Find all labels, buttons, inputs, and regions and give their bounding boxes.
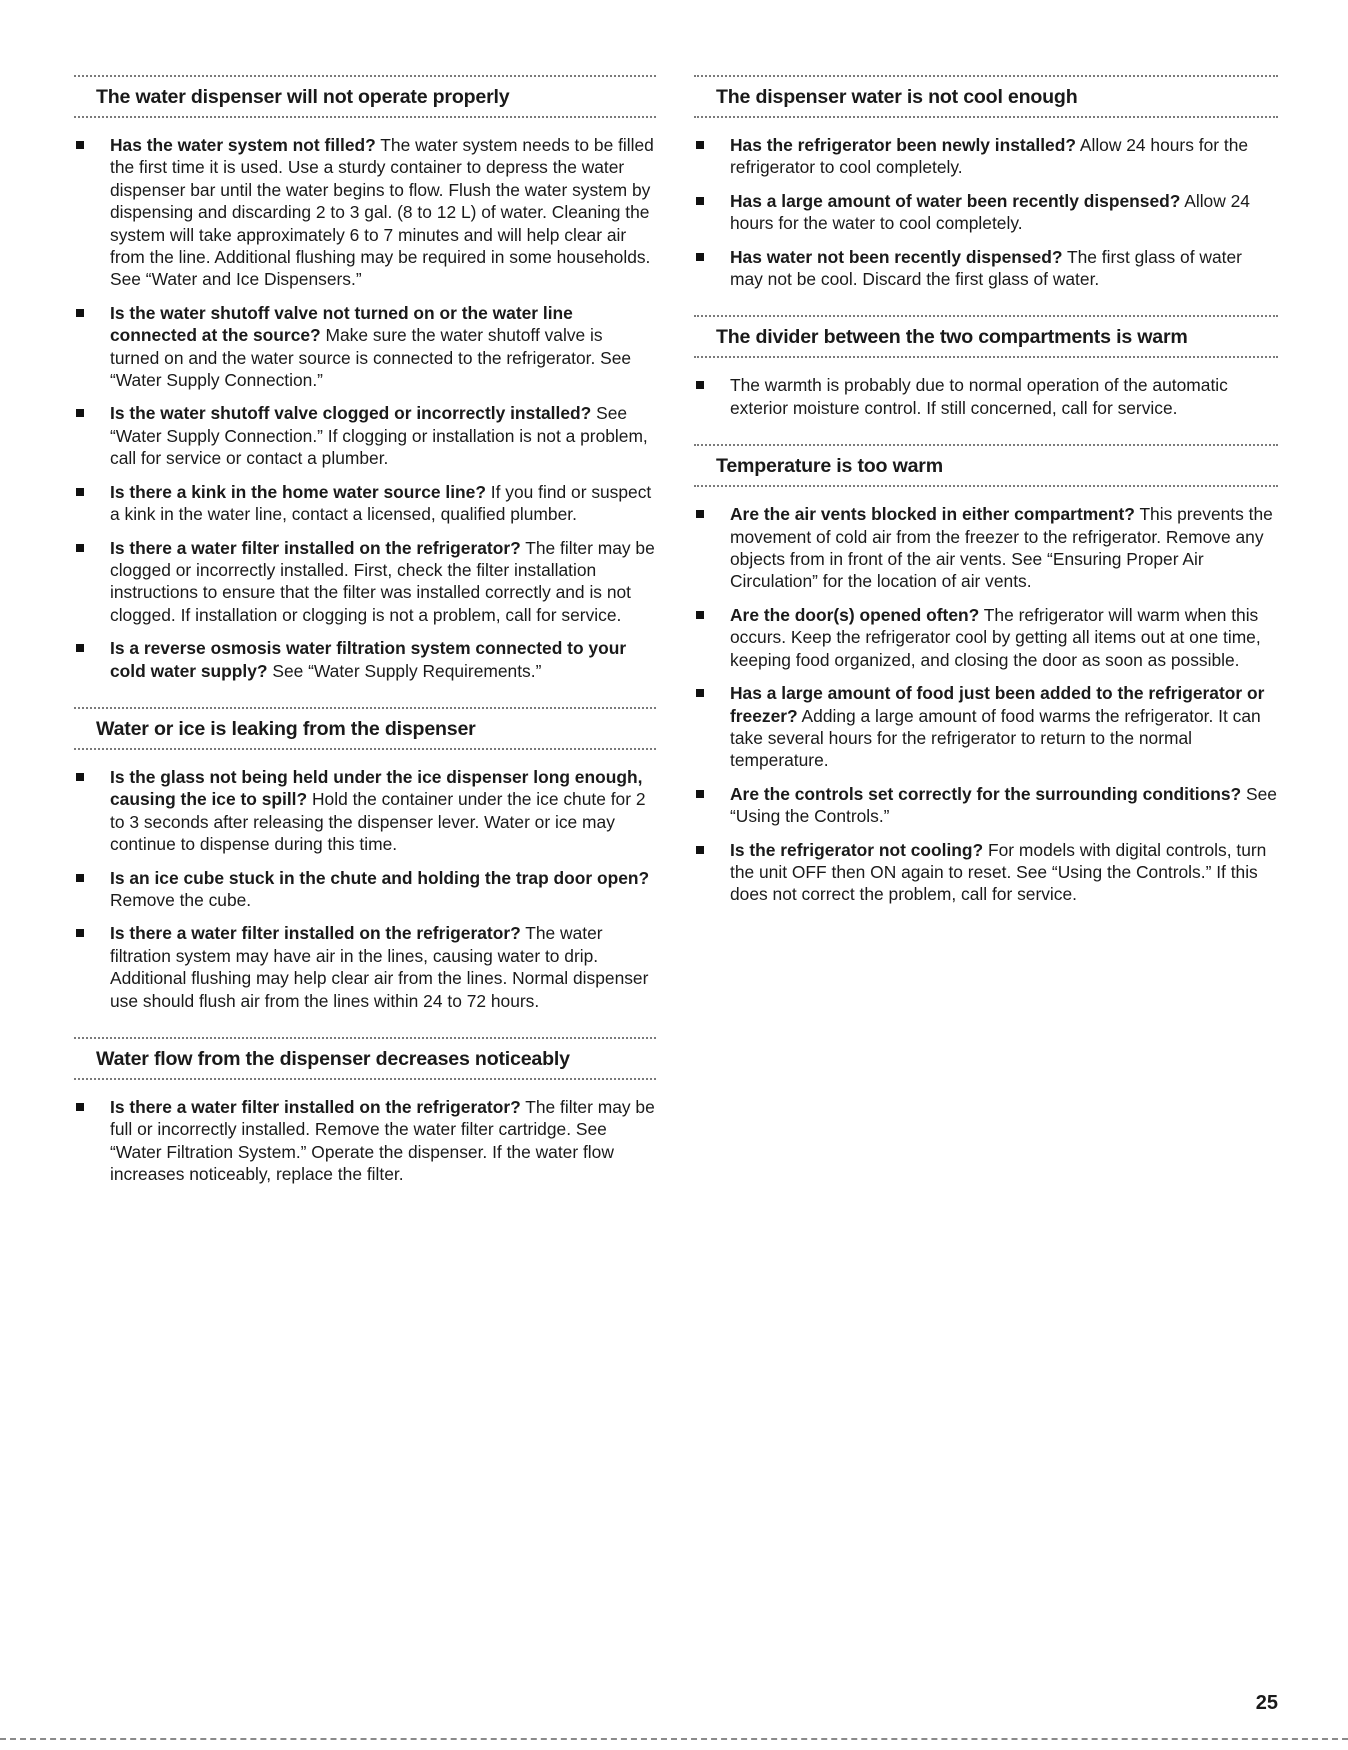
- section-heading: The divider between the two compartments is warm: [694, 315, 1278, 358]
- question-text: Are the controls set correctly for the surrounding conditions?: [730, 783, 1242, 804]
- list-item: [74, 481, 656, 526]
- troubleshooting-section: [694, 315, 1278, 419]
- answer-text: Hold the container under the ice chute for 2 to 3 seconds after releasing the dispenser lever. Water or ice may continue to dispense during this time.: [110, 789, 646, 855]
- list-item: [74, 637, 656, 682]
- bullet-square-icon: [696, 846, 704, 854]
- section-heading: Water or ice is leaking from the dispenser: [74, 707, 656, 750]
- troubleshooting-section: [74, 707, 656, 1012]
- question-text: Is the water shutoff valve not turned on or the water line connected at the source?: [110, 302, 573, 346]
- right-column: [694, 75, 1278, 931]
- section-heading: Temperature is too warm: [694, 444, 1278, 487]
- list-item: [694, 246, 1278, 291]
- bullet-square-icon: [696, 197, 704, 205]
- troubleshooting-section: [74, 75, 656, 682]
- list-item: [694, 374, 1278, 419]
- answer-text: This prevents the movement of cold air from the freezer to the refrigerator. Remove any objects from in front of the air vents. See “Ensuring Proper Air Circulation” for the location of air vents.: [730, 504, 1273, 592]
- left-column: [74, 75, 656, 1211]
- question-text: Is there a water filter installed on the refrigerator?: [110, 923, 521, 944]
- section-heading: The water dispenser will not operate properly: [74, 75, 656, 118]
- answer-text: Allow 24 hours for the water to cool completely.: [730, 190, 1250, 234]
- bullet-square-icon: [696, 381, 704, 389]
- bullet-square-icon: [76, 488, 84, 496]
- answer-text: See “Water Supply Connection.” If clogging or installation is not a problem, call for service or contact a plumber.: [110, 403, 648, 469]
- question-text: Has a large amount of food just been added to the refrigerator or freezer?: [730, 683, 1265, 726]
- answer-text: Adding a large amount of food warms the refrigerator. It can take several hours for the refrigerator to return to the normal temperature.: [730, 705, 1261, 771]
- list-item: [74, 766, 656, 856]
- section-heading: The dispenser water is not cool enough: [694, 75, 1278, 118]
- list-item: [74, 922, 656, 1012]
- section-heading: Water flow from the dispenser decreases noticeably: [74, 1037, 656, 1080]
- list-item: [74, 1096, 656, 1186]
- question-text: Has the water system not filled?: [110, 135, 376, 155]
- list-item: [694, 134, 1278, 179]
- answer-text: The water system needs to be filled the first time it is used. Use a sturdy container to depress the water dispenser bar until the water begins to flow. Flush the water system by dispensing and discarding 2 to 3 gal. (8 to 12 L) of water. Cleaning the system will take approximately 6 to 7 minutes and will help clear air from the line. Additional flushing may be required in some households. See “Water and Ice Dispensers.”: [110, 135, 654, 290]
- answer-text: The refrigerator will warm when this occurs. Keep the refrigerator cool by getting all items out at one time, keeping food organized, and closing the door as soon as possible.: [730, 604, 1261, 670]
- list-item: [694, 682, 1278, 772]
- question-text: Is there a kink in the home water source line?: [110, 481, 486, 502]
- troubleshooting-section: [74, 1037, 656, 1186]
- question-text: Has water not been recently dispensed?: [730, 246, 1063, 267]
- question-text: Is there a water filter installed on the refrigerator?: [110, 537, 521, 558]
- bullet-square-icon: [76, 409, 84, 417]
- question-text: Is the glass not being held under the ice dispenser long enough, causing the ice to spill?: [110, 766, 643, 810]
- answer-text: Make sure the water shutoff valve is turned on and the water source is connected to the refrigerator. See “Water Supply Connection.”: [110, 325, 632, 391]
- answer-text: Remove the cube.: [110, 889, 252, 910]
- bullet-square-icon: [696, 689, 704, 697]
- list-item: [694, 190, 1278, 235]
- bullet-square-icon: [696, 790, 704, 798]
- question-text: Are the air vents blocked in either compartment?: [730, 504, 1135, 525]
- question-text: Has a large amount of water been recently dispensed?: [730, 190, 1181, 211]
- question-text: Is an ice cube stuck in the chute and holding the trap door open?: [110, 867, 650, 888]
- bottom-divider: [0, 1738, 1348, 1740]
- page-number: 25: [1255, 1692, 1278, 1714]
- list-item: [694, 839, 1278, 906]
- answer-text: The filter may be clogged or incorrectly installed. First, check the filter installation instructions to ensure that the filter was installed correctly and is not clogged. If installation or clogging is not a problem, call for service.: [110, 537, 655, 625]
- answer-text: The filter may be full or incorrectly installed. Remove the water filter cartridge. See “Water Filtration System.” Operate the dispenser. If the water flow increases noticeably, replace the filter.: [110, 1097, 655, 1185]
- bullet-square-icon: [76, 644, 84, 652]
- question-text: Is there a water filter installed on the refrigerator?: [110, 1097, 521, 1117]
- bullet-square-icon: [696, 611, 704, 619]
- bullet-square-icon: [76, 544, 84, 552]
- bullet-square-icon: [76, 773, 84, 781]
- bullet-square-icon: [696, 253, 704, 261]
- answer-text: The warmth is probably due to normal operation of the automatic exterior moisture control. If still concerned, call for service.: [730, 375, 1228, 418]
- answer-text: If you find or suspect a kink in the water line, contact a licensed, qualified plumber.: [110, 481, 652, 525]
- list-item: [694, 783, 1278, 828]
- bullet-square-icon: [76, 141, 84, 149]
- question-text: Is the refrigerator not cooling?: [730, 839, 984, 860]
- answer-text: See “Using the Controls.”: [730, 783, 1277, 827]
- list-item: [74, 867, 656, 912]
- bullet-square-icon: [696, 141, 704, 149]
- list-item: [74, 134, 656, 291]
- troubleshooting-section: [694, 444, 1278, 906]
- question-text: Has the refrigerator been newly installed?: [730, 135, 1076, 155]
- bullet-square-icon: [76, 309, 84, 317]
- question-text: Is the water shutoff valve clogged or incorrectly installed?: [110, 403, 592, 424]
- list-item: [74, 402, 656, 469]
- answer-text: Allow 24 hours for the refrigerator to cool completely.: [730, 135, 1249, 178]
- bullet-square-icon: [76, 929, 84, 937]
- list-item: [74, 302, 656, 392]
- list-item: [74, 537, 656, 627]
- answer-text: The first glass of water may not be cool. Discard the first glass of water.: [730, 246, 1242, 290]
- list-item: [694, 503, 1278, 593]
- troubleshooting-section: [694, 75, 1278, 290]
- bullet-square-icon: [76, 1103, 84, 1111]
- bullet-square-icon: [76, 874, 84, 882]
- answer-text: For models with digital controls, turn the unit OFF then ON again to reset. See “Using the Controls.” If this does not correct the problem, call for service.: [730, 839, 1267, 905]
- answer-text: See “Water Supply Requirements.”: [267, 660, 542, 681]
- question-text: Are the door(s) opened often?: [730, 604, 980, 625]
- question-text: Is a reverse osmosis water filtration system connected to your cold water supply?: [110, 638, 627, 681]
- list-item: [694, 604, 1278, 671]
- answer-text: The water filtration system may have air in the lines, causing water to drip. Additional flushing may help clear air from the lines. Normal dispenser use should flush air from the lines within 24 to 72 hours.: [110, 923, 649, 1011]
- bullet-square-icon: [696, 510, 704, 518]
